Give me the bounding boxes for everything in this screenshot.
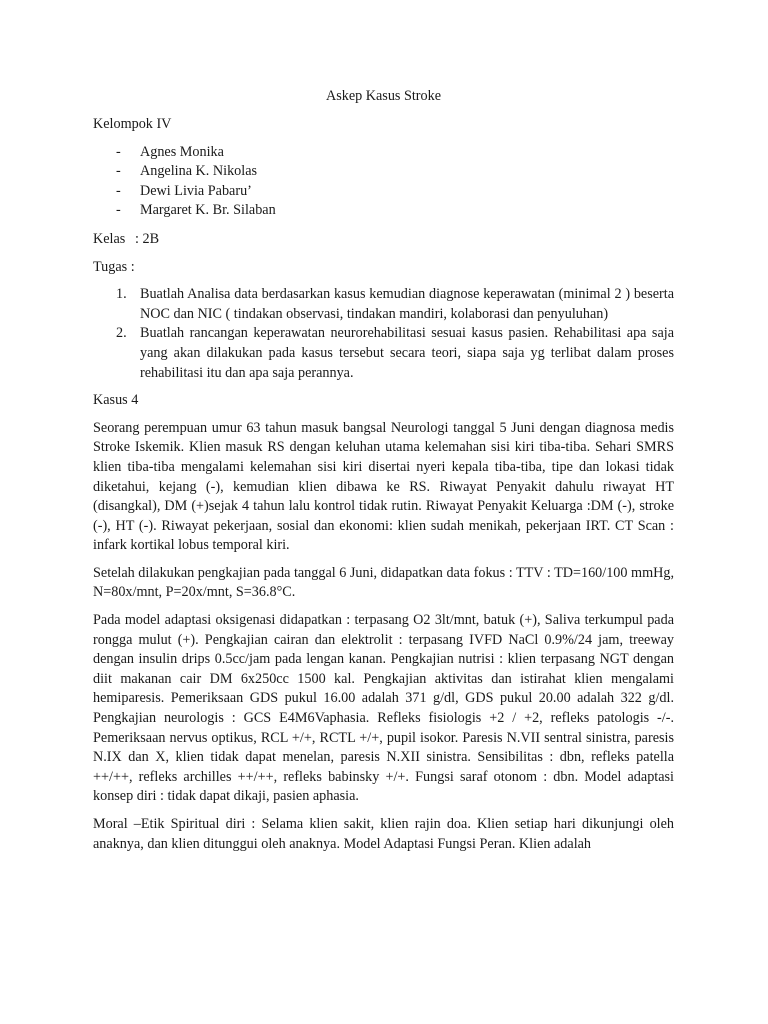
case-paragraph: Pada model adaptasi oksigenasi didapatkan : terpasang O2 3lt/mnt, batuk (+), Saliva terkumpul pada rongga mulut (+). Pengkajian cairan dan elektrolit : terpasang IVFD NaCl 0.9%/24 jam, treeway dengan insulin drips 0.5cc/jam pada lengan kanan. Pengkajian nutrisi : klien terpasang NGT dengan diit makanan cair DM 6x250cc 1500 kal. Pengkajian aktivitas dan istirahat klien mengalami hemiparesis. Pemeriksaan GDS pukul 16.00 adalah 371 g/dl, GDS pukul 20.00 adalah 322 g/dl. Pengkajian neurologis : GCS E4M6Vaphasia. Refleks fisiologis +2 / +2, refleks patologis -/-. Pemeriksaan nervus optikus, RCL +/+, RCTL +/+, pupil isokor. Paresis N.VII sentral sinistra, paresis N.IX dan X, klien tidak dapat menelan, paresis N.XII sinistra. Sensibilitas : dbn, refleks patella ++/++, refleks archilles ++/++, refleks babinsky +/+. Fungsi saraf otonom : dbn. Model adaptasi konsep diri : tidak dapat dikaji, pasien aphasia.	[93, 612, 674, 805]
member-item	[93, 162, 674, 182]
class-line	[93, 230, 674, 250]
document-title: Askep Kasus Stroke	[325, 88, 442, 104]
list-bullet: -	[116, 143, 121, 160]
task-number: 1.	[116, 286, 127, 303]
task-list	[93, 285, 674, 383]
task-text: Buatlah rancangan keperawatan neurorehabilitasi sesuai kasus pasien. Rehabilitasi apa saja yang akan dilakukan pada kasus tersebut secara teori, siapa saja yg terlibat dalam proses rehabilitasi itu dan apa saja perannya.	[140, 325, 674, 381]
list-bullet: -	[116, 182, 121, 199]
member-list	[93, 143, 674, 221]
member-name: Dewi Livia Pabaru’	[140, 182, 252, 199]
member-name: Margaret K. Br. Silaban	[140, 202, 276, 219]
task-heading: Tugas :	[93, 258, 135, 275]
task-number: 2.	[116, 325, 127, 342]
member-item	[93, 182, 674, 202]
member-name: Agnes Monika	[140, 143, 224, 160]
case-paragraph: Moral –Etik Spiritual diri : Selama klien sakit, klien rajin doa. Klien setiap hari dikunjungi oleh anaknya, dan klien ditunggui oleh anaknya. Model Adaptasi Fungsi Peran. Klien adalah	[93, 816, 674, 852]
class-value: : 2B	[135, 230, 160, 247]
document-page	[93, 85, 674, 862]
list-bullet: -	[116, 163, 121, 180]
member-name: Angelina K. Nikolas	[140, 163, 258, 180]
task-text: Buatlah Analisa data berdasarkan kasus kemudian diagnose keperawatan (minimal 2 ) beserta NOC dan NIC ( tindakan observasi, tindakan mandiri, kolaborasi dan penyuluhan)	[140, 286, 674, 322]
member-item	[93, 143, 674, 163]
class-label: Kelas	[93, 230, 126, 247]
task-item	[93, 324, 674, 383]
task-item	[93, 285, 674, 324]
list-bullet: -	[116, 202, 121, 219]
case-paragraph: Setelah dilakukan pengkajian pada tanggal 6 Juni, didapatkan data fokus : TTV : TD=160/100 mmHg, N=80x/mnt, P=20x/mnt, S=36.8°C.	[93, 564, 674, 601]
group-name: Kelompok IV	[93, 116, 172, 132]
member-item	[93, 201, 674, 221]
case-heading: Kasus 4	[93, 392, 139, 409]
case-paragraph: Seorang perempuan umur 63 tahun masuk bangsal Neurologi tanggal 5 Juni dengan diagnosa medis Stroke Iskemik. Klien masuk RS dengan keluhan utama kelemahan sisi kiri tiba-tiba. Sehari SMRS klien tiba-tiba mengalami kelemahan sisi kiri disertai nyeri kepala tiba-tiba, tipe dan lokasi tidak diketahui, kejang (-), kemudian klien dibawa ke RS. Riwayat Penyakit dahulu riwayat HT (disangkal), DM (+)sejak 4 tahun lalu kontrol tidak rutin. Riwayat Penyakit Keluarga :DM (-), stroke (-), HT (-). Riwayat pekerjaan, sosial dan ekonomi: klien sudah menikah, pekerjaan IRT. CT Scan : infark kortikal lobus temporal kiri.	[93, 419, 674, 554]
